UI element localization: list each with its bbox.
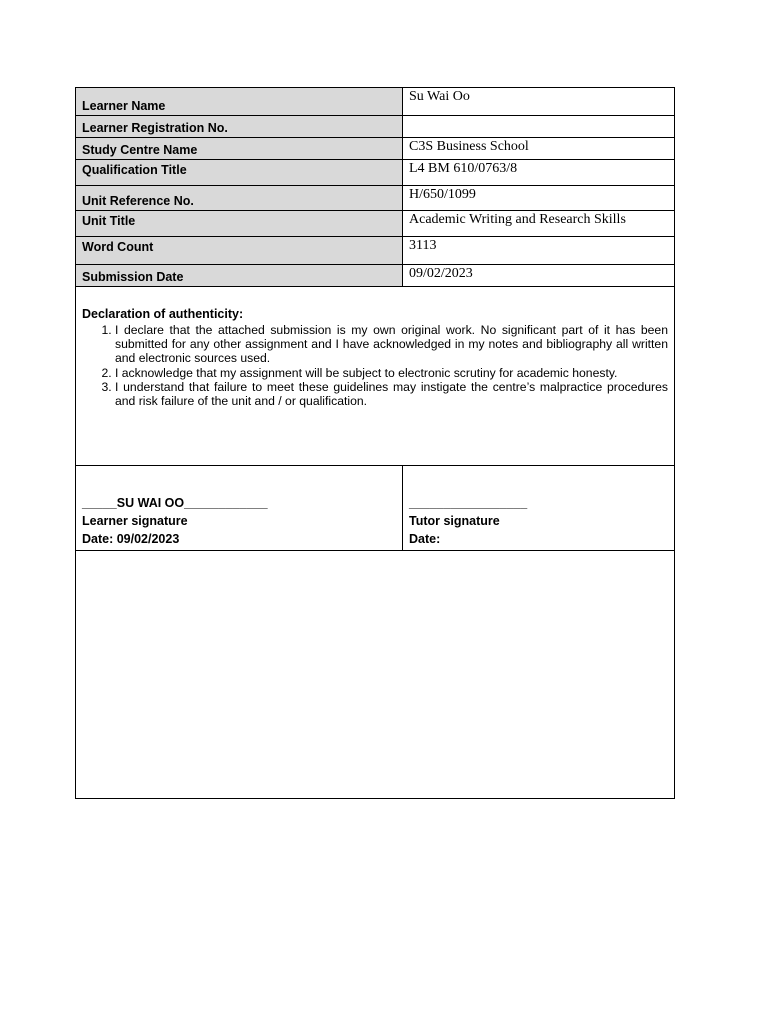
table-row bbox=[76, 185, 674, 210]
tutor-signature-line: _________________ bbox=[409, 496, 528, 510]
table-row bbox=[76, 137, 674, 159]
unit-reference-label: Unit Reference No. bbox=[76, 185, 403, 210]
table-row bbox=[76, 88, 674, 115]
submission-date-value: 09/02/2023 bbox=[403, 264, 675, 286]
study-centre-value: C3S Business School bbox=[403, 137, 675, 159]
declaration-item: 1. I declare that the attached submission is my own original work. No significant part of it has been submitted for any other assignment and I have acknowledged in my notes and bibliography all written and electronic sources used. bbox=[115, 323, 668, 366]
learner-name-label: Learner Name bbox=[76, 88, 403, 115]
qualification-title-label: Qualification Title bbox=[76, 159, 403, 185]
submission-date-label: Submission Date bbox=[76, 264, 403, 286]
learner-signature-block bbox=[76, 466, 403, 550]
table-row bbox=[76, 115, 674, 137]
table-row bbox=[76, 159, 674, 185]
unit-title-value: Academic Writing and Research Skills bbox=[403, 210, 675, 236]
declaration-section bbox=[76, 286, 674, 465]
declaration-item: 3. I understand that failure to meet these guidelines may instigate the centre’s malpractice procedures and risk failure of the unit and / or qualification. bbox=[115, 380, 668, 408]
learner-name-value: Su Wai Oo bbox=[403, 88, 675, 115]
study-centre-label: Study Centre Name bbox=[76, 137, 403, 159]
signature-section bbox=[76, 465, 674, 551]
declaration-item: 2. I acknowledge that my assignment will be subject to electronic scrutiny for academic honesty. bbox=[115, 366, 668, 380]
declaration-list bbox=[76, 323, 668, 408]
learner-signature-label: Learner signature bbox=[82, 514, 188, 528]
assignment-cover-sheet bbox=[75, 87, 675, 799]
learner-signature-date: Date: 09/02/2023 bbox=[82, 532, 180, 546]
tutor-signature-block bbox=[403, 466, 674, 550]
word-count-label: Word Count bbox=[76, 236, 403, 264]
unit-title-label: Unit Title bbox=[76, 210, 403, 236]
qualification-title-value: L4 BM 610/0763/8 bbox=[403, 159, 675, 185]
unit-reference-value: H/650/1099 bbox=[403, 185, 675, 210]
table-row bbox=[76, 210, 674, 236]
registration-number-value bbox=[403, 115, 675, 137]
registration-number-label: Learner Registration No. bbox=[76, 115, 403, 137]
tutor-signature-label: Tutor signature bbox=[409, 514, 500, 528]
declaration-title: Declaration of authenticity: bbox=[82, 307, 244, 321]
word-count-value: 3113 bbox=[403, 236, 675, 264]
table-row bbox=[76, 236, 674, 264]
learner-signature-line: _____SU WAI OO____________ bbox=[82, 496, 268, 510]
tutor-signature-date: Date: bbox=[409, 532, 441, 546]
learner-details-table bbox=[76, 88, 674, 287]
table-row bbox=[76, 264, 674, 286]
